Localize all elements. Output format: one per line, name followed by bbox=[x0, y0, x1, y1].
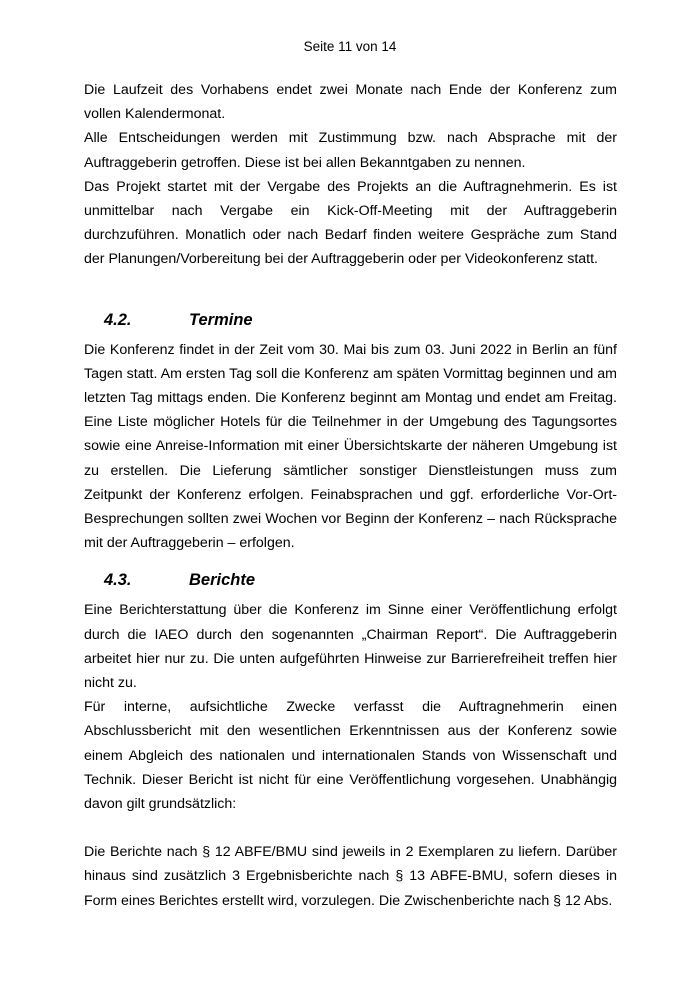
section-title: Termine bbox=[189, 310, 253, 329]
berichte-paragraph-internal: Für interne, aufsichtliche Zwecke verfasst die Auftragnehmerin einen Abschlussbericht mit den wesentlichen Erkenntnissen aus der Konferenz sowie einem Abgleich des nationalen und internationalen Stands von Wissenschaft und Technik. Dieser Bericht ist nicht für eine Veröffentlichung vorgesehen. Unabhängig davon gilt grundsätzlich: bbox=[84, 699, 617, 813]
intro-paragraph-decisions: Alle Entscheidungen werden mit Zustimmung bzw. nach Absprache mit der Auftraggeberin getroffen. Diese ist bei allen Bekanntgaben zu nennen. bbox=[84, 130, 617, 171]
intro-paragraph-project-start: Das Projekt startet mit der Vergabe des Projekts an die Auftragnehmerin. Es ist unmittelbar nach Vergabe ein Kick-Off-Meeting mit der Auftraggeberin durchzuführen. Monatlich oder nach Bedarf finden weitere Gespräche zum Stand der Planungen/Vorbereitung bei der Auftraggeberin oder per Videokonferenz statt. bbox=[84, 178, 617, 268]
page-number: Seite 11 von 14 bbox=[303, 39, 397, 54]
berichte-paragraph-copies: Die Berichte nach § 12 ABFE/BMU sind jeweils in 2 Exemplaren zu liefern. Darüber hinaus sind zusätzlich 3 Ergebnisberichte nach § 13 ABFE-BMU, sofern dieses in Form eines Berichtes erstellt wird, vorzulegen. Die Zwischenberichte nach § 12 Abs. bbox=[84, 844, 617, 909]
section-heading-berichte bbox=[84, 569, 617, 591]
berichte-paragraph-publication: Eine Berichterstattung über die Konferenz im Sinne einer Veröffentlichung erfolgt durch die IAEO durch den sogenannten „Chairman Report“. Die Auftraggeberin arbeitet hier nur zu. Die unten aufgeführten Hinweise zur Barrierefreiheit treffen hier nicht zu. bbox=[84, 602, 617, 692]
termine-paragraph: Die Konferenz findet in der Zeit vom 30. Mai bis zum 03. Juni 2022 in Berlin an fünf Tagen statt. Am ersten Tag soll die Konferenz am späten Vormittag beginnen und am letzten Tag mittags enden. Die Konferenz beginnt am Montag und endet am Freitag. Eine Liste möglicher Hotels für die Teilnehmer in der Umgebung des Tagungsortes sowie eine Anreise-Information mit einer Übersichtskarte der näheren Umgebung ist zu erstellen. Die Lieferung sämtlicher sonstiger Dienstleistungen muss zum Zeitpunkt der Konferenz erfolgen. Feinabsprachen und ggf. erforderliche Vor-Ort-Besprechungen sollten zwei Wochen vor Beginn der Konferenz – nach Rücksprache mit der Auftraggeberin – erfolgen. bbox=[84, 341, 617, 552]
section-heading-termine bbox=[84, 309, 617, 331]
intro-paragraph-duration: Die Laufzeit des Vorhabens endet zwei Monate nach Ende der Konferenz zum vollen Kalendermonat. bbox=[84, 82, 617, 123]
section-number: 4.2. bbox=[104, 310, 132, 329]
paragraph-spacer bbox=[84, 816, 617, 840]
section-number: 4.3. bbox=[104, 571, 132, 590]
section-title: Berichte bbox=[189, 571, 256, 590]
document-body bbox=[84, 78, 617, 913]
